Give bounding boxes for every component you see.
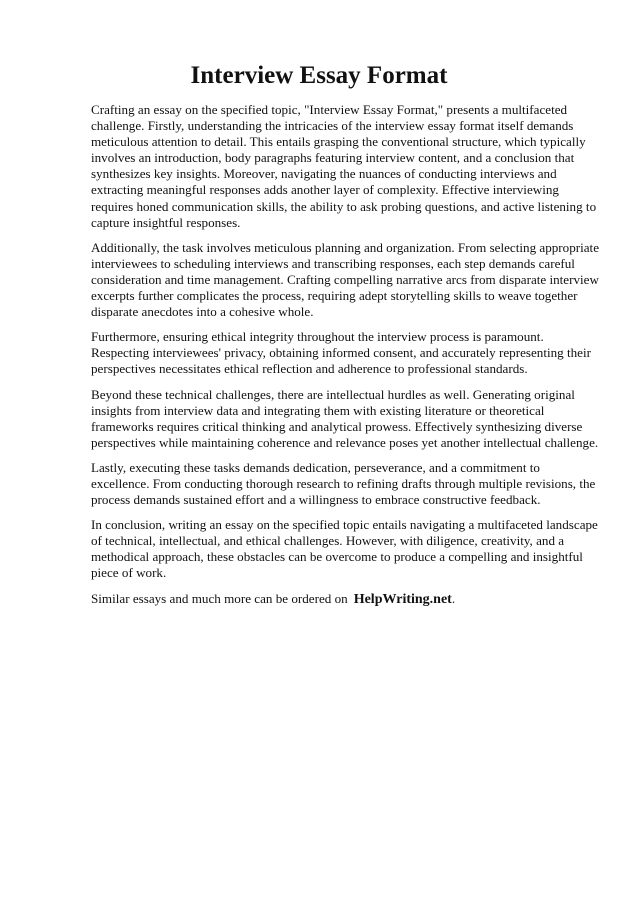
paragraph-line: extracting meaningful responses adds another layer of complexity. Effective interviewing [91, 182, 559, 198]
paragraph-line: meticulous attention to detail. This entails grasping the conventional structure, which typically [91, 134, 586, 150]
paragraph-line: excerpts further complicates the process, requiring adept storytelling skills to weave together [91, 288, 578, 304]
document-body [91, 102, 600, 617]
footer-text: Similar essays and much more can be ordered on [91, 590, 348, 606]
paragraph-line: consideration and time management. Crafting compelling narrative arcs from disparate interview [91, 271, 599, 287]
paragraph-line: insights from interview data and integrating them with existing literature or theoretical [91, 402, 545, 418]
paragraph-3 [91, 329, 591, 377]
paragraph-line: Lastly, executing these tasks demands dedication, perseverance, and a commitment to [91, 459, 540, 475]
paragraph-line: Additionally, the task involves meticulous planning and organization. From selecting appropriate [91, 239, 600, 255]
paragraph-4 [91, 386, 599, 451]
paragraph-line: of technical, intellectual, and ethical challenges. However, with diligence, creativity, and a [91, 533, 565, 549]
paragraph-line: piece of work. [91, 565, 167, 581]
paragraph-line: synthesizes key insights. Moreover, navigating the nuances of conducting interviews and [91, 166, 557, 182]
paragraph-line: requires honed communication skills, the ability to ask probing questions, and active listening to [91, 198, 597, 214]
paragraph-line: Beyond these technical challenges, there are intellectual hurdles as well. Generating original [91, 386, 575, 402]
footer-period: . [451, 590, 456, 606]
paragraph-line: perspectives necessitates ethical reflection and adherence to professional standards. [91, 361, 528, 377]
paragraph-line: Respecting interviewees' privacy, obtaining informed consent, and accurately representing their [91, 345, 591, 361]
paragraph-line: Furthermore, ensuring ethical integrity throughout the interview process is paramount. [91, 329, 544, 345]
paragraph-line: perspectives while maintaining coherence and relevance poses yet another intellectual challenge. [91, 434, 599, 450]
paragraph-1 [91, 102, 597, 231]
paragraph-line: methodical approach, these obstacles can be overcome to produce a compelling and insightful [91, 549, 583, 565]
paragraph-line: challenge. Firstly, understanding the intricacies of the interview essay format itself demands [91, 118, 574, 134]
paragraph-5 [91, 459, 596, 508]
paragraph-line: disparate anecdotes into a cohesive whole. [91, 304, 314, 320]
paragraph-line: involves an introduction, body paragraphs featuring interview content, and a conclusion that [91, 150, 575, 166]
brand-link[interactable]: HelpWriting.net [353, 591, 452, 607]
document-title: Interview Essay Format [190, 62, 448, 89]
paragraph-line: process demands sustained effort and a willingness to embrace constructive feedback. [91, 492, 541, 508]
paragraph-line: Crafting an essay on the specified topic, "Interview Essay Format," presents a multifaceted [91, 102, 568, 117]
footer-line [91, 591, 591, 608]
paragraph-line: capture insightful responses. [91, 214, 241, 230]
paragraph-6 [91, 517, 598, 581]
paragraph-line: frameworks requires critical thinking and analytical prowess. Effectively synthesizing diverse [91, 418, 583, 434]
paragraph-line: interviewees to scheduling interviews and transcribing responses, each step demands careful [91, 255, 575, 271]
paragraph-line: excellence. From conducting thorough research to refining drafts through multiple revisions, the [91, 475, 596, 491]
paragraph-line: In conclusion, writing an essay on the specified topic entails navigating a multifaceted landscape [91, 517, 598, 533]
paragraph-2 [91, 239, 600, 320]
